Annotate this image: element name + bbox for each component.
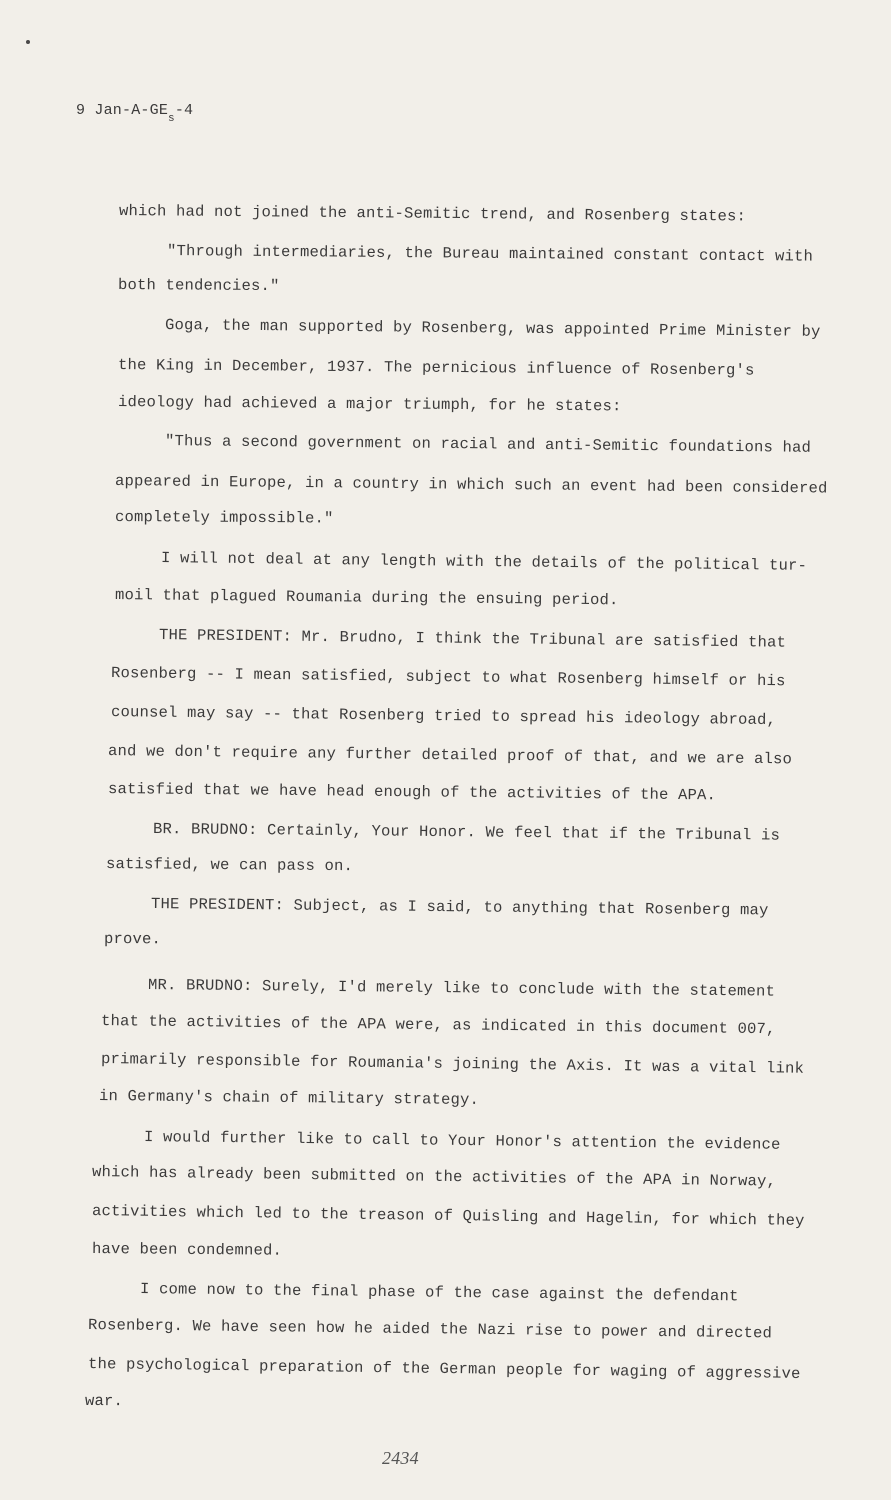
text-line: ideology had achieved a major triumph, for he states: [117,393,622,416]
text-line: both tendencies." [117,276,280,296]
text-line: satisfied that we have head enough of the activities of the APA. [107,780,717,805]
header-code-sub: s [168,113,175,125]
text-line: war. [84,1392,124,1411]
text-line: moil that plagued Roumania during the ensuing period. [114,586,619,610]
document-header-code [76,102,193,125]
text-line: I would further like to call to Your Honor's attention the evidence [143,1128,781,1154]
text-line: I will not deal at any length with the details of the political tur- [160,549,808,575]
text-line: in Germany's chain of military strategy. [98,1087,480,1109]
text-line: appeared in Europe, in a country in which such an event had been considered [114,472,828,498]
text-line: counsel may say -- that Rosenberg tried to spread his ideology abroad, [110,703,777,730]
text-line: "Thus a second government on racial and anti-Semitic foundations had [164,432,812,457]
text-line: completely impossible." [114,508,334,528]
header-code-main: 9 Jan-A-GE [76,102,169,119]
header-code-suffix: -4 [174,102,194,119]
margin-dot [26,40,30,44]
text-line: THE PRESIDENT: Mr. Brudno, I think the Tribunal are satisfied that [158,626,787,652]
text-line: primarily responsible for Roumania's joining the Axis. It was a vital link [100,1050,805,1078]
text-line: and we don't require any further detailed proof of that, and we are also [107,742,793,769]
text-line: satisfied, we can pass on. [105,855,354,876]
text-line: that the activities of the APA were, as indicated in this document 007, [100,1012,776,1039]
text-line: the King in December, 1937. The pernicious influence of Rosenberg's [117,356,755,380]
text-line: BR. BRUDNO: Certainly, Your Honor. We feel that if the Tribunal is [152,820,781,845]
text-line: which has already been submitted on the activities of the APA in Norway, [91,1163,777,1191]
text-line: Goga, the man supported by Rosenberg, was appointed Prime Minister by [164,316,821,341]
text-line: have been condemned. [91,1240,283,1260]
text-line: the psychological preparation of the German people for waging of aggressive [87,1355,801,1383]
text-line: MR. BRUDNO: Surely, I'd merely like to conclude with the statement [147,976,776,1001]
text-line: which had not joined the anti-Semitic trend, and Rosenberg states: [118,202,747,226]
text-line: "Through intermediaries, the Bureau maintained constant contact with [166,242,814,266]
text-line: I come now to the final phase of the case against the defendant [139,1280,739,1306]
text-line: Rosenberg. We have seen how he aided the Nazi rise to power and directed [87,1316,773,1343]
page-number: 2434 [382,1448,419,1468]
text-line: prove. [103,930,162,949]
text-line: activities which led to the treason of Quisling and Hagelin, for which they [91,1202,805,1230]
text-line: Rosenberg -- I mean satisfied, subject to what Rosenberg himself or his [110,664,786,691]
text-line: THE PRESIDENT: Subject, as I said, to anything that Rosenberg may [150,895,769,920]
